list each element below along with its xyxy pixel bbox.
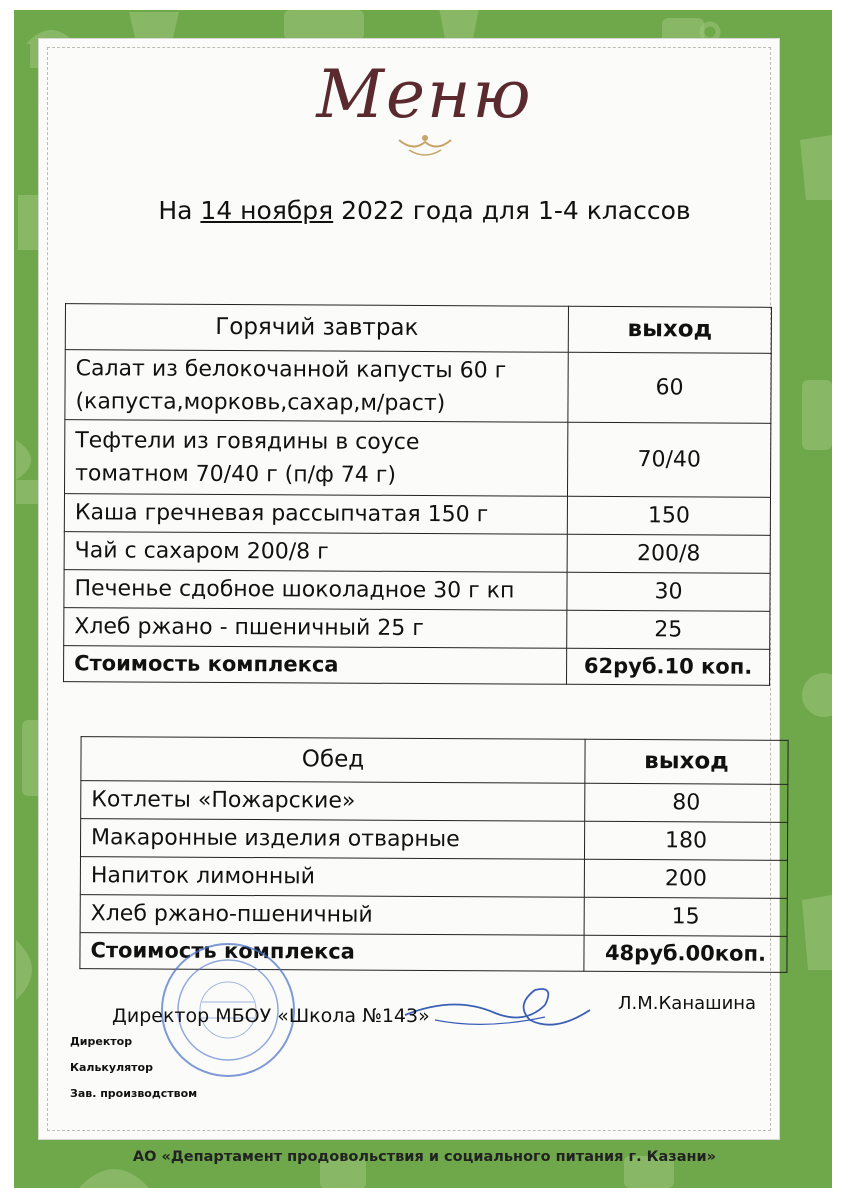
dish-name: Напиток лимонный: [80, 857, 584, 898]
dish-name: Макаронные изделия отварные: [80, 819, 584, 860]
table-header-row: [81, 737, 788, 785]
dish-yield: 60: [568, 352, 771, 423]
dish-yield: 70/40: [567, 422, 770, 497]
total-label: Стоимость комплекса: [80, 933, 584, 972]
dish-name: Хлеб ржано - пшеничный 25 г: [64, 608, 567, 649]
subtitle-suffix: 2022 года для 1-4 классов: [341, 196, 691, 225]
dish-name: Печенье сдобное шоколадное 30 г кп: [64, 570, 567, 611]
staff-director: Директор: [70, 1035, 133, 1048]
director-name: Л.М.Канашина: [618, 993, 757, 1014]
total-price: 62руб.10 коп.: [567, 648, 770, 685]
cake-icon: [796, 370, 832, 460]
breakfast-table: [63, 303, 772, 686]
table-header-row: [65, 304, 771, 354]
dish-yield: 15: [584, 897, 787, 936]
table-row: [64, 608, 770, 650]
subtitle-prefix: На: [158, 196, 193, 225]
breakfast-header: Горячий завтрак: [65, 304, 568, 353]
dish-name: Каша гречневая рассыпчатая 150 г: [64, 494, 567, 535]
menu-date-line: [0, 196, 849, 225]
dish-line: (капуста,морковь,сахар,м/раст): [75, 388, 446, 416]
director-line: Директор МБОУ «Школа №143»: [112, 1005, 430, 1027]
dish-yield: 150: [567, 496, 770, 535]
dish-yield: 200: [584, 859, 787, 898]
yield-header: выход: [568, 306, 771, 353]
total-row: [64, 646, 770, 686]
glass-icon: [796, 890, 832, 980]
table-row: [80, 857, 787, 899]
staff-production-head: Зав. производством: [70, 1087, 198, 1100]
dish-yield: 180: [584, 821, 787, 860]
dish-yield: 25: [567, 610, 770, 649]
total-price: 48руб.00коп.: [584, 935, 787, 972]
table-row: [64, 570, 770, 612]
flourish-ornament-icon: [395, 132, 455, 158]
staff-calculator: Калькулятор: [70, 1061, 153, 1074]
table-row: [80, 895, 787, 937]
lunch-table: [79, 736, 788, 973]
dish-name: [65, 350, 568, 423]
footer-organization: АО «Департамент продовольствия и социального питания г. Казани»: [132, 1149, 717, 1165]
dish-line: Салат из белокочанной капусты 60 г: [75, 355, 507, 383]
menu-date: 14 ноября: [200, 196, 334, 225]
table-row: [64, 532, 770, 574]
dish-line: Тефтели из говядины в соусе: [75, 427, 420, 455]
dish-line: томатном 70/40 г (п/ф 74 г): [75, 460, 397, 488]
table-row: [80, 819, 787, 861]
table-row: [64, 420, 770, 498]
dish-yield: 30: [567, 572, 770, 611]
apple-icon: [794, 650, 832, 740]
table-row: [65, 350, 771, 424]
table-row: [64, 494, 770, 536]
dish-name: Хлеб ржано-пшеничный: [80, 895, 584, 936]
total-label: Стоимость комплекса: [64, 646, 567, 685]
dish-yield: 80: [585, 783, 788, 822]
table-row: [81, 781, 788, 823]
dish-name: Чай с сахаром 200/8 г: [64, 532, 567, 573]
dish-name: [64, 420, 567, 497]
page-title: Меню: [316, 56, 533, 133]
lunch-header: Обед: [81, 737, 585, 784]
yield-header: выход: [585, 739, 788, 784]
dish-name: Котлеты «Пожарские»: [81, 781, 585, 822]
dish-yield: 200/8: [567, 534, 770, 573]
